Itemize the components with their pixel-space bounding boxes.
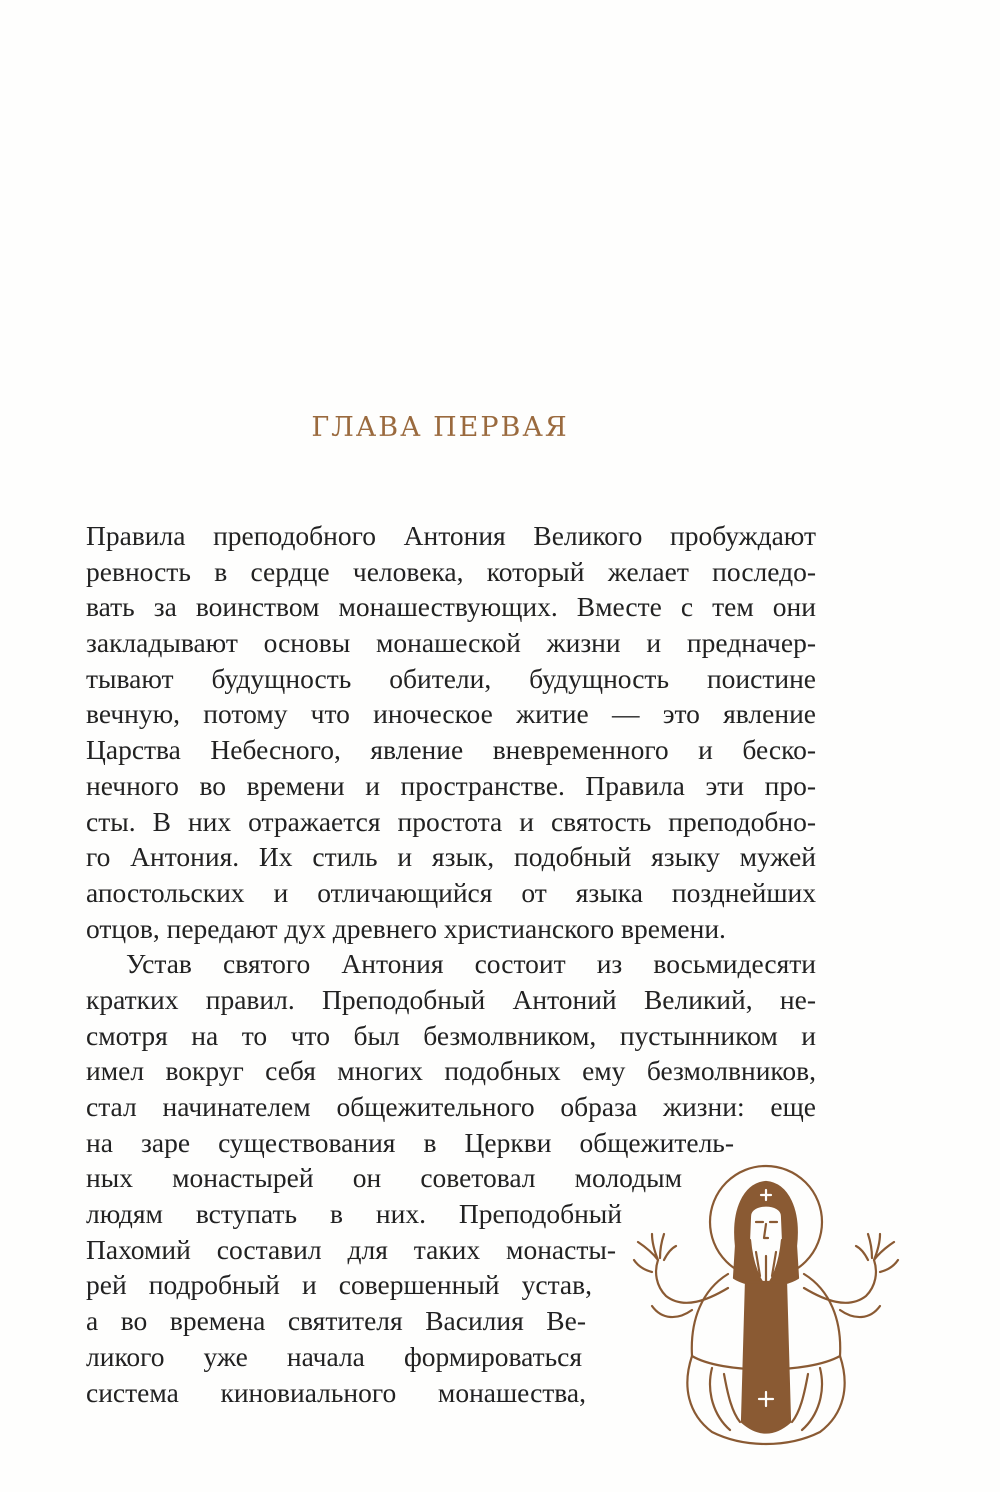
- text-line: закладывают основы монашеской жизни и предначер-: [86, 627, 816, 659]
- text-line: имел вокруг себя многих подобных ему безмолвников,: [86, 1055, 816, 1087]
- text-line: апостольских и отличающийся от языка позднейших: [86, 876, 816, 908]
- text-line: смотря на то что был безмолвником, пустынником и: [86, 1019, 816, 1051]
- text-line: тывают будущность обители, будущность поистине: [86, 662, 816, 694]
- text-line: рей подробный и совершенный устав,: [86, 1269, 592, 1301]
- text-line: Царства Небесного, явление вневременного и беско-: [86, 734, 816, 766]
- text-line: а во времена святителя Василия Ве-: [86, 1305, 586, 1337]
- chapter-heading: ГЛАВА ПЕРВАЯ: [311, 412, 569, 443]
- text-line: ревность в сердце человека, который желает последо-: [86, 555, 816, 587]
- text-line: Устав святого Антония состоит из восьмидесяти: [126, 948, 816, 980]
- text-line: на заре существования в Церкви общежитель-: [86, 1126, 734, 1158]
- text-line: ликого уже начала формироваться: [86, 1340, 582, 1372]
- text-line: го Антония. Их стиль и язык, подобный языку мужей: [86, 841, 816, 873]
- text-line: Правила преподобного Антония Великого пробуждают: [86, 520, 816, 551]
- text-line: вечную, потому что иноческое житие — это явление: [86, 698, 816, 730]
- text-line: Пахомий составил для таких монасты-: [86, 1233, 616, 1265]
- text-line: кратких правил. Преподобный Антоний Великий, не-: [86, 983, 816, 1015]
- text-line: стал начинателем общежительного образа жизни: еще: [86, 1091, 816, 1122]
- text-line: отцов, передают дух древнего христианского времени.: [86, 912, 726, 944]
- text-line: нечного во времени и пространстве. Правила эти про-: [86, 769, 816, 801]
- text-line: сты. В них отражается простота и святость преподобно-: [86, 805, 816, 837]
- text-line: людям вступать в них. Преподобный: [86, 1198, 622, 1230]
- text-line: система киновиального монашества,: [86, 1376, 586, 1408]
- text-line: ных монастырей он советовал молодым: [86, 1162, 682, 1194]
- saint-anthony-orans-icon: [632, 1160, 900, 1450]
- text-line: вать за воинством монашествующих. Вместе с тем они: [86, 591, 816, 623]
